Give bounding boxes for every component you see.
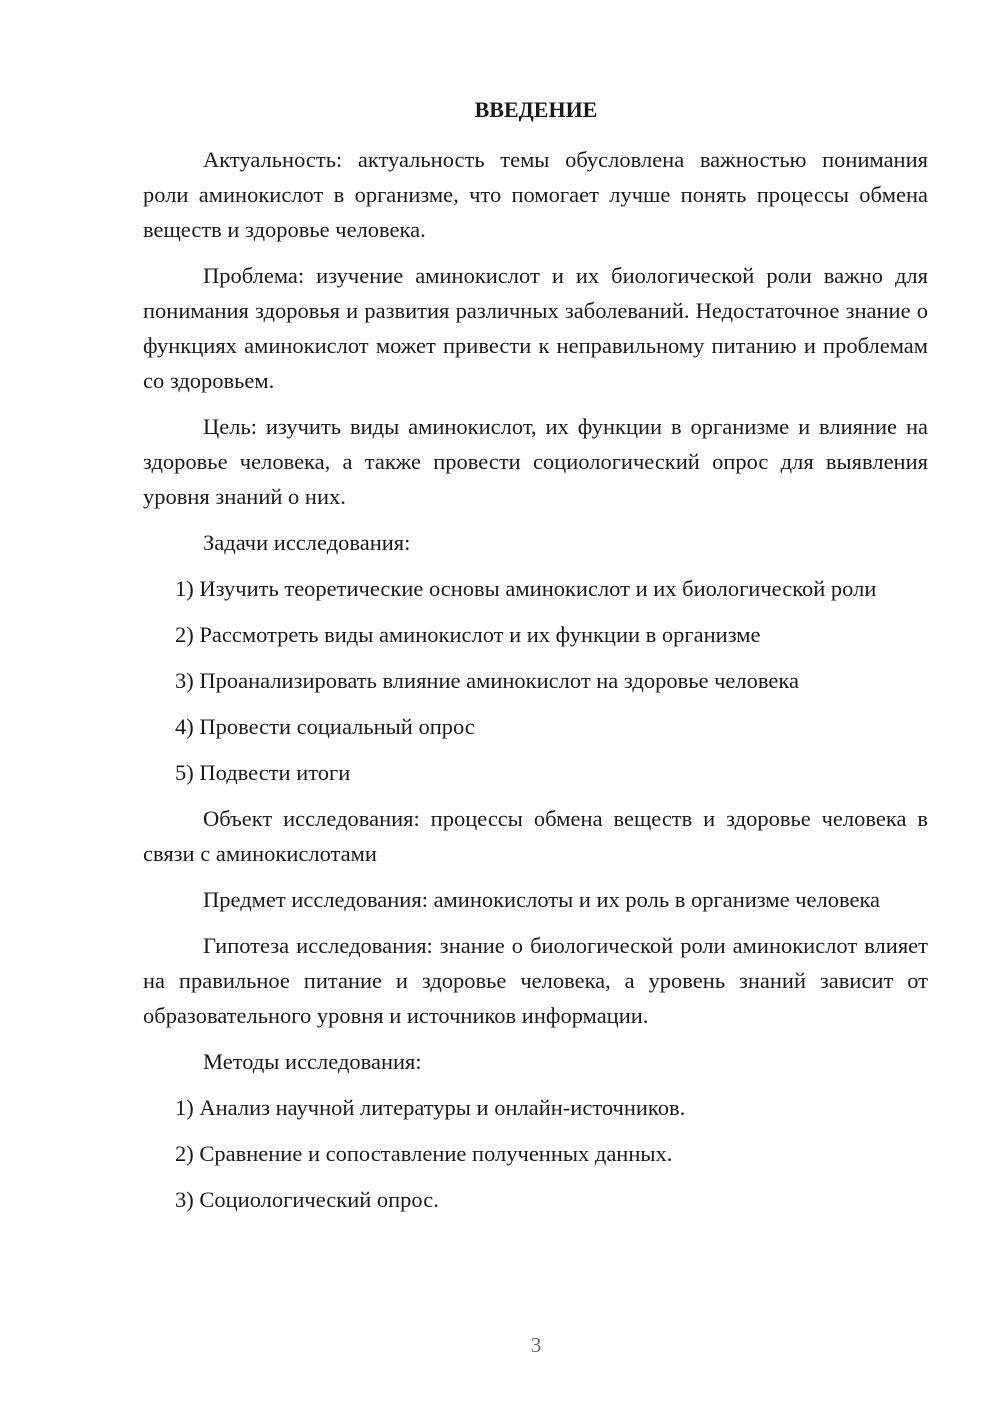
page-number: 3 (530, 1333, 542, 1357)
relevance-paragraph: Актуальность: актуальность темы обусловлена важностью понимания роли аминокислот в организме, что помогает лучше понять процессы обмена веществ и здоровье человека. (143, 147, 928, 242)
page-title: ВВЕДЕНИЕ (474, 97, 598, 122)
method-item: 3) Социологический опрос. (175, 1187, 439, 1212)
method-item: 2) Сравнение и сопоставление полученных данных. (175, 1141, 673, 1166)
goal-paragraph: Цель: изучить виды аминокислот, их функции в организме и влияние на здоровье человека, а также провести социологический опрос для выявления уровня знаний о них. (143, 414, 928, 509)
methods-heading: Методы исследования: (203, 1049, 422, 1074)
tasks-heading: Задачи исследования: (203, 530, 411, 555)
task-item: 2) Рассмотреть виды аминокислот и их функции в организме (175, 622, 761, 647)
task-item: 5) Подвести итоги (175, 760, 351, 785)
object-paragraph: Объект исследования: процессы обмена веществ и здоровье человека в связи с аминокислотами (143, 806, 928, 866)
task-item: 3) Проанализировать влияние аминокислот на здоровье человека (175, 668, 799, 693)
task-item: 4) Провести социальный опрос (175, 714, 475, 739)
subject-paragraph: Предмет исследования: аминокислоты и их роль в организме человека (203, 887, 881, 912)
method-item: 1) Анализ научной литературы и онлайн-источников. (175, 1095, 686, 1120)
problem-paragraph: Проблема: изучение аминокислот и их биологической роли важно для понимания здоровья и развития различных заболеваний. Недостаточное знание о функциях аминокислот может привести к неправильному питанию и проблемам со здоровьем. (143, 263, 928, 393)
task-item: 1) Изучить теоретические основы аминокислот и их биологической роли (175, 576, 877, 601)
hypothesis-paragraph: Гипотеза исследования: знание о биологической роли аминокислот влияет на правильное питание и здоровье человека, а уровень знаний зависит от образовательного уровня и источников информации. (143, 933, 928, 1028)
body-text (143, 142, 928, 1217)
